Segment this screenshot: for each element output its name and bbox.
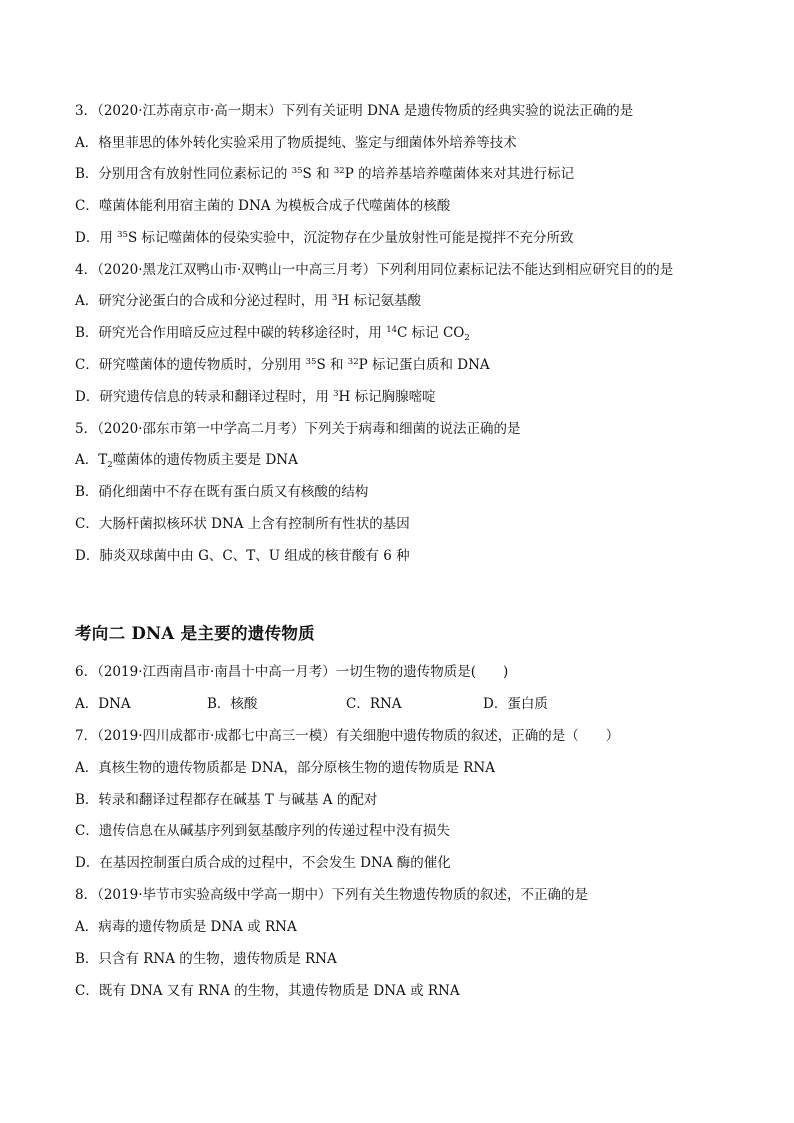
question-4-stem: 4．（2020·黑龙江双鸭山市·双鸭山一中高三月考）下列利用同位素标记法不能达到相应研究目的的是	[75, 262, 674, 278]
question-6-option-c: C．RNA	[346, 696, 402, 712]
question-7-option-a: A．真核生物的遗传物质都是 DNA，部分原核生物的遗传物质是 RNA	[75, 760, 495, 776]
question-7-option-b: B．转录和翻译过程都存在碱基 T 与碱基 A 的配对	[75, 792, 378, 808]
question-6-option-b: B．核酸	[207, 696, 258, 712]
question-6-stem: 6．（2019·江西南昌市·南昌十中高一月考）一切生物的遗传物质是( )	[75, 664, 509, 680]
question-3-option-a: A．格里菲思的体外转化实验采用了物质提纯、鉴定与细菌体外培养等技术	[75, 135, 517, 151]
question-5-stem: 5．（2020·邵东市第一中学高二月考）下列关于病毒和细菌的说法正确的是	[75, 421, 521, 437]
question-3-option-b: B．分别用含有放射性同位素标记的 $^{35}$S 和 $^{32}$P 的培养基培养噬菌体来对其进行标记	[75, 166, 575, 182]
question-5-option-d: D．肺炎双球菌中由 G、C、T、U 组成的核苷酸有 6 种	[75, 548, 410, 564]
question-3-option-c: C．噬菌体能利用宿主菌的 DNA 为模板合成子代噬菌体的核酸	[75, 198, 451, 214]
question-6-option-d: D．蛋白质	[483, 696, 548, 712]
question-8-option-a: A．病毒的遗传物质是 DNA 或 RNA	[75, 919, 297, 935]
question-4-option-a: A．研究分泌蛋白的合成和分泌过程时，用 $^3$H 标记氨基酸	[75, 293, 422, 309]
question-8-option-c: C．既有 DNA 又有 RNA 的生物，其遗传物质是 DNA 或 RNA	[75, 983, 460, 999]
question-5-option-c: C．大肠杆菌拟核环状 DNA 上含有控制所有性状的基因	[75, 516, 410, 532]
question-4-option-c: C．研究噬菌体的遗传物质时，分别用 $^{35}$S 和 $^{32}$P 标记蛋白质和 DNA	[75, 357, 490, 373]
question-8-stem: 8．（2019·毕节市实验高级中学高一期中）下列有关生物遗传物质的叙述，不正确的是	[75, 887, 588, 903]
question-7-option-c: C．遗传信息在从碱基序列到氨基酸序列的传递过程中没有损失	[75, 823, 450, 839]
question-4-option-b: B．研究光合作用暗反应过程中碳的转移途径时，用 $^{14}$C 标记 $CO_2$	[75, 325, 470, 343]
question-5-option-a: A．$T_2$噬菌体的遗传物质主要是 DNA	[75, 452, 298, 470]
section-heading: 考向二 DNA 是主要的遗传物质	[75, 624, 315, 643]
question-3-stem: 3．（2020·江苏南京市·高一期末）下列有关证明 DNA 是遗传物质的经典实验的说法正确的是	[75, 103, 634, 119]
question-4-option-d: D．研究遗传信息的转录和翻译过程时，用 $^3$H 标记胸腺嘧啶	[75, 389, 436, 405]
question-6-option-a: A．DNA	[75, 696, 131, 712]
question-3-option-d: D．用 $^{35}$S 标记噬菌体的侵染实验中，沉淀物存在少量放射性可能是搅拌不充分所致	[75, 230, 574, 246]
question-5-option-b: B．硝化细菌中不存在既有蛋白质又有核酸的结构	[75, 484, 369, 500]
question-7-stem: 7．（2019·四川成都市·成都七中高三一模）有关细胞中遗传物质的叙述，正确的是（ ）	[75, 728, 620, 744]
question-8-option-b: B．只含有 RNA 的生物，遗传物质是 RNA	[75, 951, 337, 967]
question-7-option-d: D．在基因控制蛋白质合成的过程中，不会发生 DNA 酶的催化	[75, 855, 451, 871]
